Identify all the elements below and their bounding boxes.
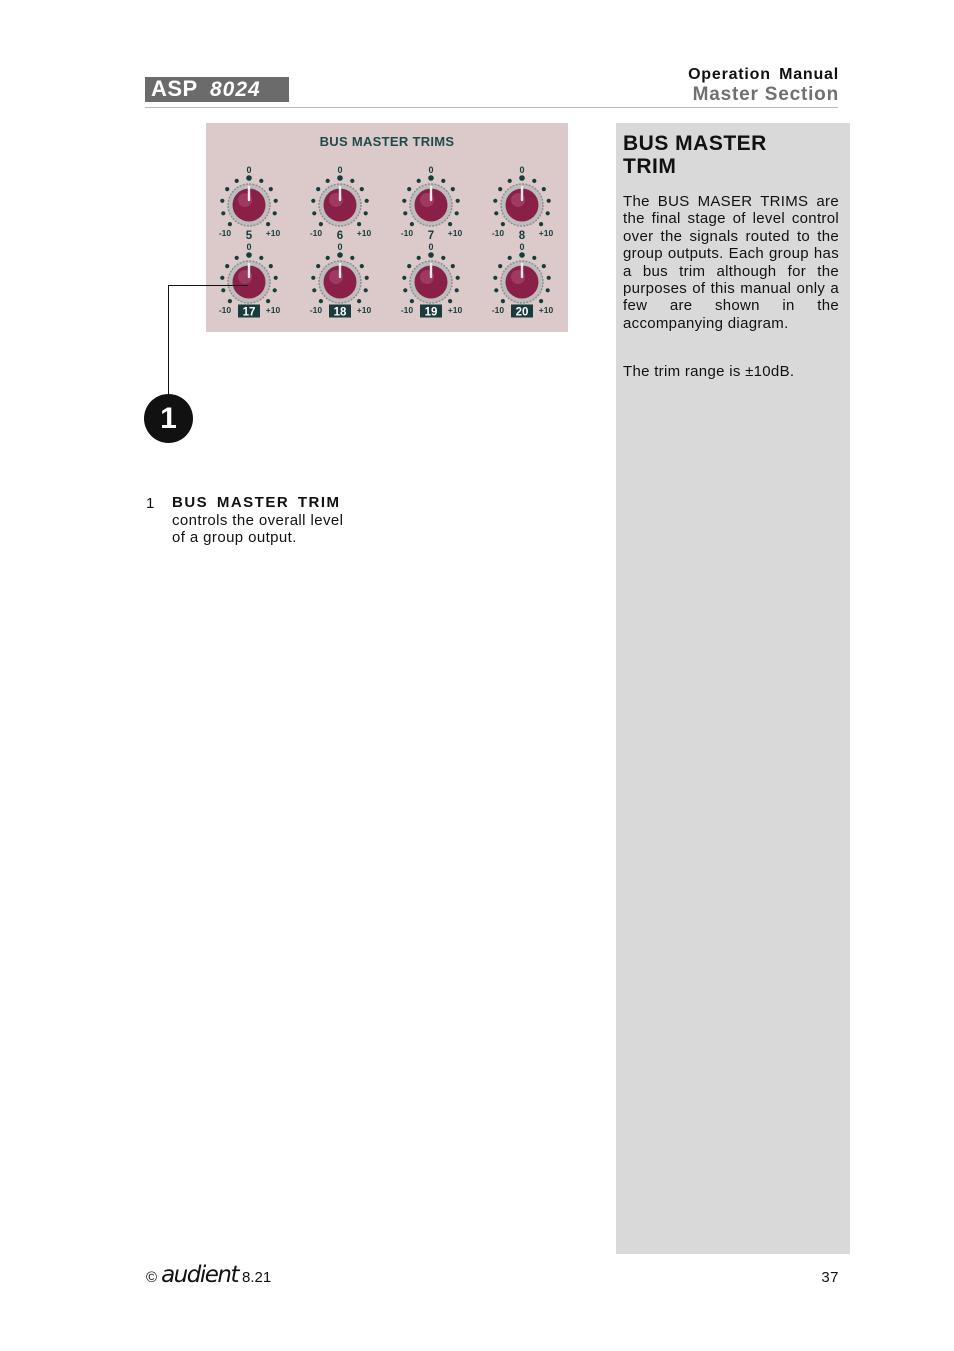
scale-dot: [539, 299, 543, 303]
knob-number: 6: [336, 230, 344, 242]
section-title: Master Section: [692, 84, 839, 105]
knob-zero-label: 0: [337, 242, 343, 252]
scale-dot: [326, 256, 330, 260]
scale-dot: [542, 264, 546, 268]
knob-min-label: -10: [400, 305, 414, 315]
scale-dot: [542, 187, 546, 191]
scale-dot: [357, 299, 361, 303]
knob-number: 8: [518, 230, 526, 242]
scale-dot: [402, 199, 406, 203]
knob-min-label: -10: [491, 305, 505, 315]
scale-dot: [235, 256, 239, 260]
panel-title: BUS MASTER TRIMS: [319, 134, 455, 149]
scale-dot: [220, 199, 224, 203]
scale-dot: [456, 276, 460, 280]
item-number: 1: [146, 495, 155, 512]
scale-dot: [225, 264, 229, 268]
scale-dot: [228, 222, 232, 226]
scale-dot: [273, 288, 277, 292]
scale-dot: [337, 252, 343, 258]
scale-dot: [498, 187, 502, 191]
scale-dot: [547, 276, 551, 280]
scale-dot: [532, 256, 536, 260]
footer-brand-block: [146, 1262, 271, 1288]
brand-logo: audient: [161, 1262, 238, 1288]
scale-dot: [451, 187, 455, 191]
scale-dot: [319, 299, 323, 303]
scale-dot: [501, 299, 505, 303]
scale-dot: [441, 179, 445, 183]
scale-dot: [546, 288, 550, 292]
scale-dot: [337, 175, 343, 181]
scale-dot: [316, 187, 320, 191]
sidebar-heading-line1: BUS MASTER: [623, 132, 767, 155]
scale-dot: [311, 199, 315, 203]
copyright-symbol: ©: [146, 1269, 158, 1286]
scale-dot: [532, 179, 536, 183]
scale-dot: [451, 264, 455, 268]
knob-max-label: +10: [356, 305, 372, 315]
scale-dot: [403, 288, 407, 292]
knob-zero-label: 0: [519, 165, 525, 175]
scale-dot: [360, 264, 364, 268]
scale-dot: [312, 288, 316, 292]
scale-dot: [266, 222, 270, 226]
knob-min-label: -10: [309, 305, 323, 315]
scale-dot: [259, 179, 263, 183]
scale-dot: [273, 211, 277, 215]
scale-dot: [350, 256, 354, 260]
scale-dot: [428, 175, 434, 181]
scale-dot: [455, 211, 459, 215]
sidebar-heading: [623, 132, 838, 178]
scale-dot: [326, 179, 330, 183]
scale-dot: [547, 199, 551, 203]
scale-dot: [407, 187, 411, 191]
knob-number: 20: [515, 306, 529, 319]
scale-dot: [357, 222, 361, 226]
knob-diagram: [206, 123, 568, 332]
knob-zero-label: 0: [246, 165, 252, 175]
bus-master-trims-panel: [206, 123, 568, 332]
scale-dot: [311, 276, 315, 280]
scale-dot: [364, 288, 368, 292]
knob-max-label: +10: [538, 305, 554, 315]
knob-zero-label: 0: [428, 242, 434, 252]
knob-max-label: +10: [447, 228, 463, 238]
scale-dot: [498, 264, 502, 268]
item-description-line2: of a group output.: [172, 529, 297, 546]
scale-dot: [519, 175, 525, 181]
knob-max-label: +10: [265, 228, 281, 238]
knob-zero-label: 0: [428, 165, 434, 175]
scale-dot: [402, 276, 406, 280]
sidebar-heading-line2: TRIM: [623, 155, 677, 178]
scale-dot: [235, 179, 239, 183]
scale-dot: [274, 199, 278, 203]
logo-text-asp: ASP: [151, 76, 198, 101]
scale-dot: [365, 276, 369, 280]
knob-min-label: -10: [400, 228, 414, 238]
scale-dot: [220, 276, 224, 280]
scale-dot: [455, 288, 459, 292]
logo-text-number: 8024: [210, 78, 261, 101]
knob-number: 7: [427, 230, 435, 242]
knob-number: 18: [333, 306, 347, 319]
footer-version: 8.21: [241, 1269, 272, 1286]
scale-dot: [494, 211, 498, 215]
knob-min-label: -10: [218, 228, 232, 238]
page-number: 37: [821, 1269, 839, 1286]
sidebar-paragraph-2: The trim range is ±10dB.: [623, 363, 795, 380]
scale-dot: [246, 252, 252, 258]
scale-dot: [407, 264, 411, 268]
scale-dot: [364, 211, 368, 215]
scale-dot: [508, 179, 512, 183]
knob-max-label: +10: [538, 228, 554, 238]
scale-dot: [448, 299, 452, 303]
scale-dot: [428, 252, 434, 258]
scale-dot: [350, 179, 354, 183]
sidebar-paragraph-1: The BUS MASER TRIMS are the final stage of level control over the signals routed to the group outputs. Each group has a bus trim although for the purposes of this manual only a few are shown in the accompanying diagram.: [623, 193, 839, 332]
scale-dot: [316, 264, 320, 268]
scale-dot: [417, 179, 421, 183]
scale-dot: [494, 288, 498, 292]
scale-dot: [319, 222, 323, 226]
callout-line-vertical: [168, 285, 169, 397]
scale-dot: [508, 256, 512, 260]
scale-dot: [259, 256, 263, 260]
scale-dot: [312, 211, 316, 215]
scale-dot: [441, 256, 445, 260]
scale-dot: [274, 276, 278, 280]
manual-title: Operation Manual: [688, 66, 839, 83]
knob-number: 19: [424, 306, 438, 319]
scale-dot: [266, 299, 270, 303]
scale-dot: [221, 288, 225, 292]
item-title: BUS MASTER TRIM: [172, 494, 341, 511]
callout-marker: 1: [144, 394, 193, 443]
scale-dot: [246, 175, 252, 181]
scale-dot: [519, 252, 525, 258]
callout-line-horizontal: [168, 285, 248, 286]
knob-min-label: -10: [218, 305, 232, 315]
knob-min-label: -10: [309, 228, 323, 238]
scale-dot: [410, 222, 414, 226]
knob-zero-label: 0: [246, 242, 252, 252]
scale-dot: [225, 187, 229, 191]
scale-dot: [269, 264, 273, 268]
scale-dot: [539, 222, 543, 226]
scale-dot: [360, 187, 364, 191]
knob-zero-label: 0: [519, 242, 525, 252]
scale-dot: [417, 256, 421, 260]
scale-dot: [448, 222, 452, 226]
knob-max-label: +10: [265, 305, 281, 315]
scale-dot: [269, 187, 273, 191]
knob-max-label: +10: [447, 305, 463, 315]
knob-number: 17: [242, 306, 256, 319]
scale-dot: [456, 199, 460, 203]
knob-min-label: -10: [491, 228, 505, 238]
scale-dot: [403, 211, 407, 215]
scale-dot: [221, 211, 225, 215]
scale-dot: [365, 199, 369, 203]
scale-dot: [493, 276, 497, 280]
knob-max-label: +10: [356, 228, 372, 238]
scale-dot: [228, 299, 232, 303]
knob-zero-label: 0: [337, 165, 343, 175]
item-description-line1: controls the overall level: [172, 512, 344, 529]
scale-dot: [546, 211, 550, 215]
scale-dot: [493, 199, 497, 203]
scale-dot: [501, 222, 505, 226]
header-rule: [145, 107, 838, 108]
knob-number: 5: [245, 230, 253, 242]
scale-dot: [410, 299, 414, 303]
